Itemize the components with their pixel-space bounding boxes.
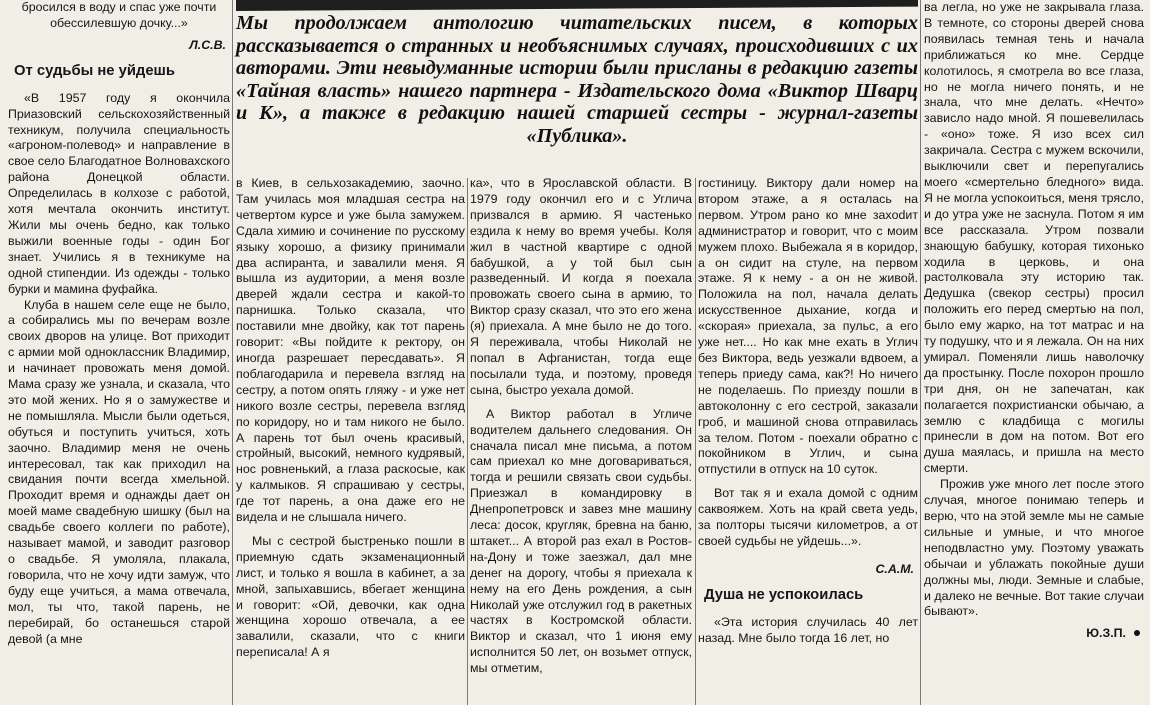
column-divider [467,178,468,705]
article-title: Душа не успокоилась [704,586,864,603]
column-5 [924,0,1144,705]
column-divider [695,178,696,705]
paragraph: в Киев, в сельхозакадемию, заочно. Там училась моя младшая сестра на четвертом курсе и уже была замужем. Сдала химию и сочинение по русскому языку хорошо, а физику принимали два аспиранта, и завалили меня. Я вышла из аудитории, а меня возле дверей ждали сестра и какой-то парнишка. Только сказала, что поставили мне двойку, как тот парень говорит: «Вы пойдите к ректору, он иногда разрешает пересдавать». Я поблагодарила и перевела взгляд на сестру, а потом опять гляжу - и уже нет никого возле сестры, перевела взгляд по коридору, но и там никого не было. А парень тот был очень красивый, стройный, высокий, немного кудрявый, нос ровненький, а глаза раскосые, как у калмыков. Я спрашиваю у сестры, где тот парень, а она даже его не видела и не слышала ничего. [236,176,465,525]
author-signature: С.А.М. [875,561,914,576]
paragraph: Мы с сестрой быстренько пошли в приемную сдать экзаменационный лист, и только я вошла в кабинет, а за мной, запыхавшись, вбегает женщина и говорит: «Ой, девочки, как одна женщина хорошо отвечала, а ее завалили, сказали, что с книги переписала! А я [236,533,465,660]
paragraph: ва легла, но уже не закрывала глаза. В темноте, со стороны дверей снова появилась темная тень и начала приближаться ко мне. Сердце колотилось, я смотрела во все глаза, но не могла ничего понять, и не знала, что мне делать. «Нечто» зависло надо мной. Я пошевелилась - «оно» тоже. Я изо всех сил закричала. Сестра с мужем вскочили, выключили свет и перепугались моего «смертельно бледного» вида. Я не могла успокоиться, меня трясло, и до утра уже не заснула. Потом я им все рассказала. Утром позвали знающую бабушку, которая тихонько ходила в церковь, и она растолковала эту историю так. Дедушка (свекор сестры) просил положить его перед смертью на пол, было ему жарко, на тот матрас и на ту подушку, что и я лежала. Он на них умирал. Поменяли лишь наволочку да простынку. После похорон прошло три дня, он не запечатан, как полагается похристиански обычаю, а землю с кладбища с могилы принесли в дом на потом. Вот его душа маялась, и пришла на место смерти. [924,0,1144,476]
column-2 [236,176,465,705]
column-1 [8,0,230,705]
paragraph: Вот так я и ехала домой с одним саквояжем. Хоть на край света уедь, за полторы тысячи километров, а от своей судьбы не уйдешь...». [698,486,918,548]
author-signature-block [924,626,1140,642]
column-3 [470,176,692,705]
column-divider [920,0,921,705]
paragraph: гостиницу. Виктору дали номер на втором этаже, а я осталась на первом. Утром рано ко мне захodит администратор и говорит, что с моим мужем плохо. Выбежала я в коридор, а он сидит на стуле, на первом этаже. Я к нему - а он не живой. Положила на пол, начала делать искусственное дыхание, когда и «скорая» приехала, за пульс, а его уже нет.... Но как мне ехать в Углич без Виктора, ведь уезжали вдвоем, а теперь приеду сама, как?! Но ничего не поделаешь. По приезду пошли в автоколонну с его сестрой, заказали гроб, и машиной снова отправилась за телом. Потом - поехали обратно с покойником в Углич, и сына отпустили в отпуск на 10 суток. [698,176,918,477]
story-tail: бросился в воду и спас уже почти обессилевшую дочку...» [21,0,217,30]
paragraph: Прожив уже много лет после этого случая, многое понимаю теперь и верю, что на этой земле мы не самые сильные и умные, и что многое неподвластно уму. Поэтому уважать обычаи и ублажать покойные души должны мы, люди. Земные и слабые, и далеко не вечные. Вот такие случаи бывают». [924,477,1144,619]
author-signature: Л.С.В. [189,37,226,52]
author-signature: Ю.З.П. [1086,626,1126,641]
section-intro: Мы продолжаем антологию читательских писем, в которых рассказывается о странных и необъяснимых случаях, происходивших с их авторами. Эти невыдуманные истории были присланы в редакцию газеты «Тайная власть» нашего партнера - Издательского дома «Виктор Шварц и К», а также в редакцию нашей старшей сестры - журнал-газеты «Публика». [236,12,918,147]
paragraph: «В 1957 году я окончила Приазовский сельскохозяйственный техникум, получила специальность «агроном-полевод» и направление в свое село Благодатное Волновахского района Донецкой области. Определилась в колхозе с работой, хотя мечтала окончить институт. Жили мы очень бедно, как только выжили военные годы - один Бог знает. Учились я в техникуме на одной стипендии. Из одежды - только бурки и мамина фуфайка. [8,90,230,296]
paragraph: ка», что в Ярославской области. В 1979 году окончил его и с Углича призвался в армию. Я частенько ездила к нему во время учебы. Коля жил в частной квартире с одной бабушкой, а у той был сын разведенный. И когда я поехала провожать своего сына в армию, то Виктор сразу сказал, что это его жена (я) приехала. А мне было не до того. Я переживала, чтобы Николай не попал в Афганистан, тогда еще посылали туда, и поэтому, проведя сына, быстро уехала домой. [470,176,692,397]
article-title: От судьбы не уйдешь [14,62,175,79]
paragraph: «Эта история случилась 40 лет назад. Мне было тогда 16 лет, но [698,614,918,645]
masthead-banner [236,0,918,11]
paragraph: Клуба в нашем селе еще не было, а собирались мы по вечерам возле своих дворов на улице. Вот приходит с армии мой одноклассник Владимир, и начинает провожать меня домой. Мама сразу же узнала, и сказала, что это мой жених. Но я о замужестве и не помышляла. Мысли были одеться, обуться и поступить учиться, хоть заочно. Владимир меня не очень интересовал, так как приходил на свидания почти всегда хмельной. Проходит время и однажды дает он моей маме свадебную шишку (был на свадьбе своего коллеги по работе), называет мамой, и заводит разговор о свадьбе. Я умоляла, плакала, говорила, что не хочу идти замуж, что буду еще учиться, а мама отвечала, мол, ты что, такой парень, не перебирай, бо останешься старой девой (а мне [8,297,230,646]
end-mark-icon [1134,630,1140,636]
column-4 [698,176,918,705]
column-divider [232,0,233,705]
paragraph: А Виктор работал в Угличе водителем дальнего следования. Он сначала писал мне письма, а потом сам приехал ко мне договариваться, тогда и решили связать свои судьбы. Приезжал в командировку в Днепропетровск и завез мне машину леса: досок, кругляк, бревна на баню, штакет... А второй раз ехал в Ростов-на-Дону и тоже заезжал, дал мне денег на дорогу, чтобы я приехала к нему на его День рождения, а сын Николай уже отслужил год в ракетных частях в Костромской области. Виктор и сказал, что 1 июня ему исполнится 50 лет, он возьмет отпуск, мы отметим, [470,406,692,676]
